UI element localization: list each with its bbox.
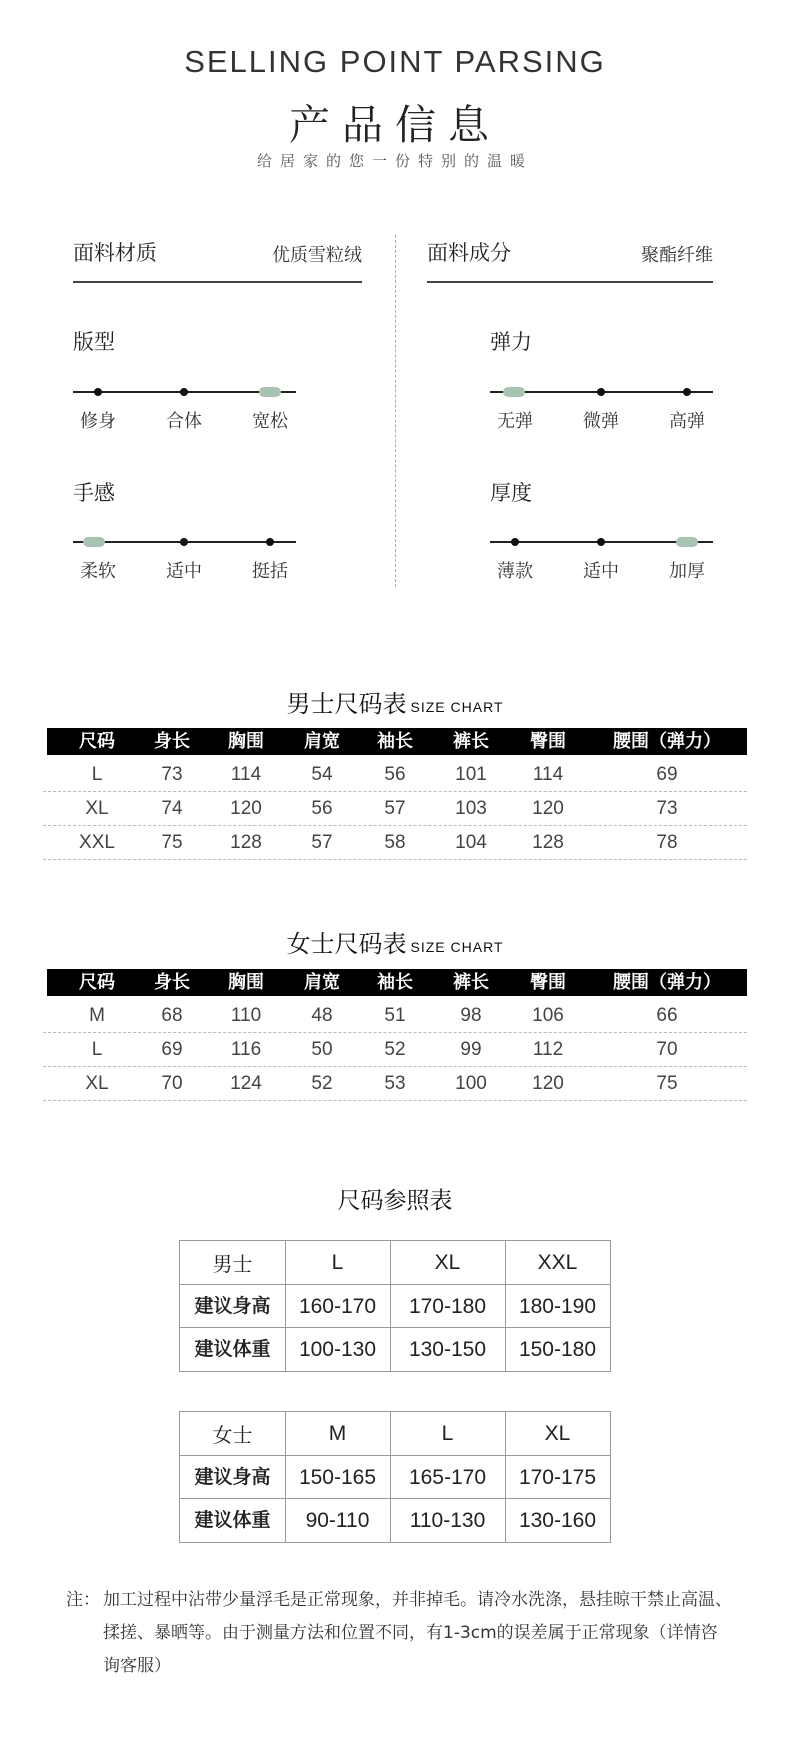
men-ref-gender: 男士 — [212, 1252, 253, 1276]
thickness-option-0: 薄款 — [497, 561, 533, 582]
women-ref-value: 170-175 — [518, 1466, 597, 1489]
feel-option-0: 柔软 — [80, 561, 116, 582]
women-ref-gender: 女士 — [212, 1423, 253, 1447]
stretch-option-0: 无弹 — [497, 411, 533, 432]
fabric-composition-label: 面料成分 — [427, 241, 511, 265]
men-ref-label: 建议身高 — [194, 1295, 271, 1317]
men-cell: 103 — [455, 798, 487, 819]
women-cell: 70 — [656, 1039, 678, 1060]
fit-scale-dot-1 — [180, 388, 188, 396]
men-ref-value: 160-170 — [298, 1295, 377, 1318]
women-cell: 124 — [230, 1073, 262, 1094]
fit-option-1: 合体 — [166, 411, 202, 432]
men-ref-size: XXL — [537, 1251, 578, 1274]
men-cell: 73 — [161, 764, 183, 785]
fit-option-2: 宽松 — [252, 411, 288, 432]
men-chart-header — [47, 728, 747, 755]
fabric-material-underline — [73, 281, 362, 283]
column-divider — [395, 235, 396, 587]
women-ref-value: 130-160 — [518, 1509, 597, 1532]
women-cell: 120 — [532, 1073, 564, 1094]
feel-scale-dot-1 — [180, 538, 188, 546]
feel-scale-indicator — [83, 537, 105, 547]
men-ref-value: 170-180 — [408, 1295, 487, 1318]
women-cell: 112 — [532, 1039, 564, 1060]
men-chart-title-en: SIZE CHART — [410, 699, 504, 715]
men-ref-value: 100-130 — [298, 1338, 377, 1361]
stretch-option-1: 微弹 — [583, 411, 619, 432]
women-cell: 99 — [460, 1039, 482, 1060]
men-header-pants: 裤长 — [453, 731, 489, 752]
women-ref-value: 90-110 — [305, 1509, 370, 1532]
note-label: 注： — [66, 1590, 100, 1610]
fabric-material-label: 面料材质 — [73, 241, 157, 265]
men-chart-title-cn: 男士尺码表 — [286, 690, 407, 718]
men-cell: L — [91, 764, 103, 785]
men-cell: 104 — [455, 832, 487, 853]
fabric-material-value: 优质雪粒绒 — [272, 245, 362, 266]
fit-scale-dot-0 — [94, 388, 102, 396]
women-cell: 106 — [532, 1005, 564, 1026]
women-cell: 50 — [311, 1039, 333, 1060]
women-cell: 52 — [384, 1039, 406, 1060]
women-header-length: 身长 — [154, 972, 190, 993]
men-cell: 56 — [384, 764, 406, 785]
table-row — [43, 1033, 747, 1067]
thickness-scale-dot-1 — [597, 538, 605, 546]
fit-scale-title: 版型 — [73, 330, 115, 354]
women-cell: 68 — [161, 1005, 183, 1026]
women-cell: 98 — [460, 1005, 482, 1026]
men-cell: 73 — [656, 798, 678, 819]
women-ref-value: 165-170 — [408, 1466, 487, 1489]
women-header-waist: 腰围（弹力） — [613, 972, 721, 993]
women-chart-title — [0, 924, 790, 959]
table-row — [43, 826, 747, 860]
men-ref-value: 150-180 — [518, 1338, 597, 1361]
thickness-scale-indicator — [676, 537, 698, 547]
women-ref-value: 110-130 — [409, 1509, 486, 1532]
table-row — [43, 758, 747, 792]
women-cell: XL — [85, 1073, 109, 1094]
women-cell: 66 — [656, 1005, 678, 1026]
thickness-scale-title: 厚度 — [490, 481, 532, 505]
men-cell: 69 — [656, 764, 678, 785]
feel-option-1: 适中 — [166, 561, 202, 582]
table-row — [43, 1067, 747, 1101]
men-cell: 74 — [161, 798, 183, 819]
women-chart-header — [47, 969, 747, 996]
header-title-cn: 产品信息 — [289, 101, 501, 149]
women-chart-title-en: SIZE CHART — [410, 939, 504, 955]
women-header-shoulder: 肩宽 — [304, 972, 340, 993]
men-cell: 120 — [532, 798, 564, 819]
men-ref-size: L — [331, 1251, 344, 1274]
women-ref-label: 建议体重 — [194, 1509, 271, 1531]
feel-scale-dot-2 — [266, 538, 274, 546]
men-cell: XXL — [79, 832, 115, 853]
women-cell: L — [91, 1039, 103, 1060]
fit-scale-indicator — [259, 387, 281, 397]
women-header-chest: 胸围 — [228, 972, 264, 993]
women-cell: 51 — [384, 1005, 406, 1026]
women-header-sleeve: 袖长 — [377, 972, 413, 993]
women-cell: 75 — [656, 1073, 678, 1094]
stretch-scale-dot-2 — [683, 388, 691, 396]
fit-option-0: 修身 — [80, 411, 116, 432]
men-header-hip: 臀围 — [530, 731, 566, 752]
women-ref-size: L — [441, 1422, 454, 1445]
ref-row-weight — [180, 1498, 610, 1541]
men-ref-size: XL — [434, 1251, 461, 1274]
women-ref-size: XL — [544, 1422, 571, 1445]
men-reference-table — [179, 1240, 611, 1372]
women-reference-table — [179, 1411, 611, 1543]
men-cell: 114 — [532, 764, 564, 785]
women-cell: 69 — [161, 1039, 183, 1060]
men-cell: 58 — [384, 832, 406, 853]
women-ref-size: M — [328, 1422, 347, 1445]
ref-row-height — [180, 1284, 610, 1327]
women-chart-title-cn: 女士尺码表 — [286, 930, 407, 958]
women-cell: 70 — [161, 1073, 183, 1094]
men-cell: 128 — [532, 832, 564, 853]
women-cell: 116 — [230, 1039, 262, 1060]
women-cell: M — [89, 1005, 105, 1026]
fabric-composition-underline — [427, 281, 713, 283]
header-subtitle: 给居家的您一份特别的温暖 — [256, 152, 533, 170]
thickness-option-1: 适中 — [583, 561, 619, 582]
ref-row-weight — [180, 1327, 610, 1370]
women-header-hip: 臀围 — [530, 972, 566, 993]
men-header-shoulder: 肩宽 — [304, 731, 340, 752]
men-cell: 56 — [311, 798, 333, 819]
reference-title: 尺码参照表 — [337, 1188, 453, 1214]
stretch-scale-dot-1 — [597, 388, 605, 396]
women-ref-label: 建议身高 — [194, 1466, 271, 1488]
stretch-scale-title: 弹力 — [490, 330, 532, 354]
header-title-en: SELLING POINT PARSING — [184, 44, 606, 79]
stretch-scale-indicator — [503, 387, 525, 397]
thickness-option-2: 加厚 — [669, 561, 705, 582]
men-cell: 78 — [656, 832, 678, 853]
men-header-size: 尺码 — [79, 731, 115, 752]
women-header-pants: 裤长 — [453, 972, 489, 993]
women-cell: 53 — [384, 1073, 406, 1094]
men-cell: 101 — [455, 764, 487, 785]
men-header-length: 身长 — [154, 731, 190, 752]
women-cell: 52 — [311, 1073, 333, 1094]
women-ref-value: 150-165 — [298, 1466, 377, 1489]
women-cell: 110 — [230, 1005, 262, 1026]
men-header-waist: 腰围（弹力） — [613, 731, 721, 752]
ref-header-row — [180, 1241, 610, 1284]
women-cell: 48 — [311, 1005, 333, 1026]
men-cell: 54 — [311, 764, 333, 785]
feel-option-2: 挺括 — [252, 561, 288, 582]
women-cell: 100 — [455, 1073, 487, 1094]
thickness-scale-dot-0 — [511, 538, 519, 546]
men-cell: 120 — [230, 798, 262, 819]
men-ref-value: 130-150 — [408, 1338, 487, 1361]
men-ref-label: 建议体重 — [194, 1338, 271, 1360]
men-cell: XL — [85, 798, 109, 819]
men-cell: 114 — [230, 764, 262, 785]
men-cell: 57 — [311, 832, 333, 853]
ref-header-row — [180, 1412, 610, 1455]
stretch-option-2: 高弹 — [669, 411, 705, 432]
ref-row-height — [180, 1455, 610, 1498]
fabric-composition-value: 聚酯纤维 — [641, 245, 713, 266]
men-ref-value: 180-190 — [518, 1295, 597, 1318]
table-row — [43, 792, 747, 826]
men-header-sleeve: 袖长 — [377, 731, 413, 752]
table-row — [43, 999, 747, 1033]
men-chart-title — [0, 684, 790, 719]
men-cell: 57 — [384, 798, 406, 819]
feel-scale-title: 手感 — [73, 481, 115, 505]
men-header-chest: 胸围 — [228, 731, 264, 752]
note-text: 加工过程中沾带少量浮毛是正常现象，并非掉毛。请冷水洗涤，悬挂晾干禁止高温、揉搓、暴晒等。由于测量方法和位置不同，有1-3cm的误差属于正常现象（详情咨询客服） — [103, 1590, 732, 1676]
men-cell: 128 — [230, 832, 262, 853]
men-cell: 75 — [161, 832, 183, 853]
women-header-size: 尺码 — [79, 972, 115, 993]
